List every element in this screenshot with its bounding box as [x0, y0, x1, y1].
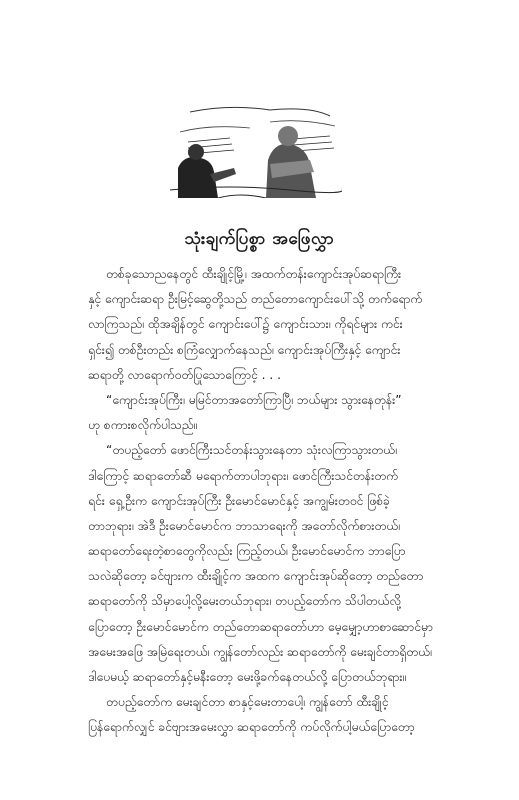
text-line: ဒါကြောင့် ဆရာတော်ဆီ မရောက်တာပါဘုရား၊ ဖောင်ကြီးသင်တန်းတက်	[88, 468, 398, 483]
text-line: ရှင်း၍ တစ်ဦးတည်း စကြံလျှောက်နေသည်၊ ကျောင်းအုပ်ကြီးနှင့် ကျောင်း	[88, 342, 401, 357]
text-line: ဆရာတော်ကို သိမှာပေါ့လို့မေးတယ်ဘုရား၊ တပည့်တော်က သိပါတယ်လို့	[88, 594, 401, 609]
chapter-title: သုံးချက်ပြစ္စာ အဖြေလွှာ	[184, 229, 335, 249]
text-line: တစ်ခုသောညနေတွင် ထီးချိုင့်မြို့၊ အထက်တန်းကျောင်းအုပ်ဆရာကြီး	[106, 267, 402, 281]
text-line: ဒါပေမယ့် ဆရာတော်နှင့်မနီးတော့ မေးဖို့ခက်နေတယ်လို့ ပြောတယ်ဘုရား။	[88, 670, 407, 684]
illustration-monks-image	[170, 102, 342, 198]
text-line: ရင်း ရှေ့ဦးက ကျောင်းအုပ်ကြီး ဦးမောင်မောင်နှင့် အကျွမ်းတဝင် ဖြစ်ခဲ့	[88, 493, 390, 508]
text-line: သလဲဆိုတော့ ခင်ဗျားက ထီးချိုင့်က အထက ကျောင်းအုပ်ဆိုတော့ တည်တော	[88, 569, 424, 584]
text-line: တာဘုရား၊ အဲဒီ ဦးမောင်မောင်က ဘာသာရေးကို အတော်လိုက်စားတယ်၊	[88, 518, 400, 533]
text-line: အမေးအဖြေ အမြဲရေးတယ်၊ ကျွန်တော်လည်း ဆရာတော်ကို မေးချင်တာရှိတယ်၊	[88, 644, 432, 659]
text-line: ပြောတော့ ဦးမောင်မောင်က တည်တောဆရာတော်ဟာ မေ့မျှော့ဟာစာဆောင်မှာ	[88, 619, 433, 634]
text-line: နှင့် ကျောင်းဆရာ ဦးမြင့်ဆွေတို့သည် တည်တောကျောင်းပေါ်သို့ တက်ရောက်	[88, 292, 423, 307]
text-line: ပြန်ရောက်လျှင် ခင်ဗျားအမေးလွှာ ဆရာတော်ကို ကပ်လိုက်ပါ့မယ်ပြောတော့	[88, 720, 415, 735]
text-line: ဆရာတော်ရေးတဲ့စာတွေကိုလည်း ကြည့်တယ်၊ ဦးမောင်မောင်က ဘာပြော	[88, 544, 406, 559]
chapter-body	[88, 262, 452, 741]
text-line: လာကြသည်၊ ထိုအချိန်တွင် ကျောင်းပေါ်၌ ကျောင်းသား၊ ကိုရင်များ ကင်း	[88, 317, 403, 332]
text-line: “တပည့်တော် ဖောင်ကြီးသင်တန်းသွားနေတာ သုံးလကြာသွားတယ်၊	[106, 443, 397, 458]
text-line: “ကျောင်းအုပ်ကြီး၊ မမြင်တာအတော်ကြာပြီ၊ ဘယ်များ သွားနေတုန်း”	[106, 392, 402, 407]
text-line: ဟု စကားစလိုက်ပါသည်။	[88, 418, 198, 433]
text-line: တပည့်တော်က မေးချင်တာ စာနှင့်မေးတာပေါ့၊ ကျွန်တော် ထီးချိုင့်	[106, 695, 389, 710]
text-line: ဆရာတို့ လာရောက်ဝတ်ပြုသောကြောင့် . . .	[88, 367, 282, 382]
